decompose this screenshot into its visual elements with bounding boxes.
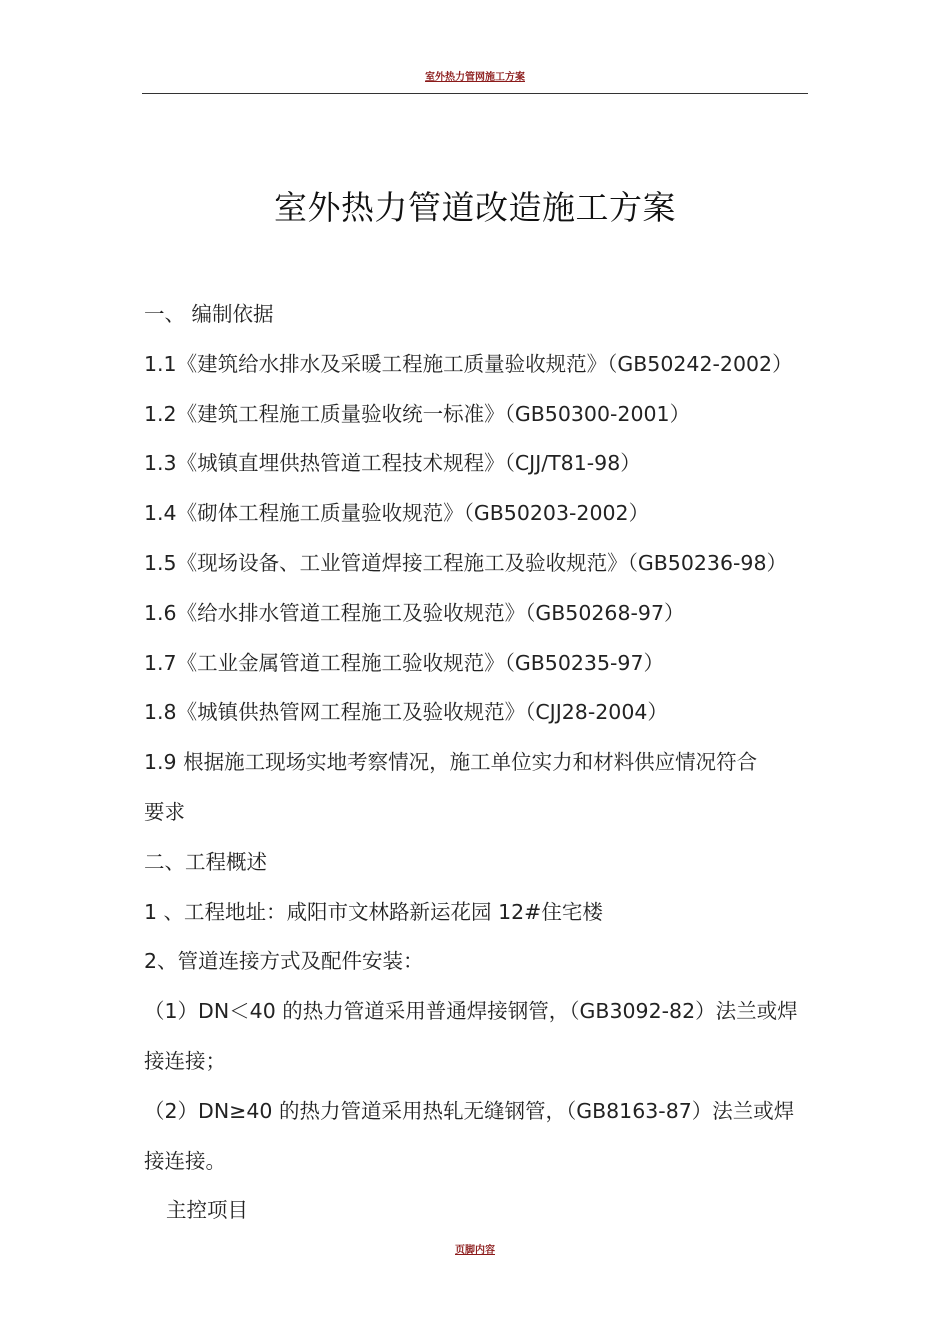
body-line: 1.5《现场设备、工业管道焊接工程施工及验收规范》（GB50236-98） [144, 550, 787, 575]
document-title: 室外热力管道改造施工方案 [274, 188, 676, 227]
header-divider [142, 93, 808, 94]
body-line: 1.3《城镇直埋供热管道工程技术规程》（CJJ/T81-98） [144, 451, 641, 476]
body-line: 要求 [144, 799, 185, 824]
body-line: 接连接； [144, 1048, 226, 1073]
body-line: 1.8《城镇供热管网工程施工及验收规范》（CJJ28-2004） [144, 700, 668, 725]
body-line: 1.9 根据施工现场实地考察情况，施工单位实力和材料供应情况符合 [144, 750, 758, 775]
subheading-main-control: 主控项目 [166, 1198, 248, 1223]
body-line: 2、管道连接方式及配件安装： [144, 949, 424, 974]
body-line: 1.1《建筑给水排水及采暖工程施工质量验收规范》（GB50242-2002） [144, 351, 793, 376]
body-line: 1.4《砌体工程施工质量验收规范》（GB50203-2002） [144, 501, 650, 526]
page-footer-text: 页脚内容 [455, 1245, 495, 1256]
body-line: 1 、工程地址：咸阳市文林路新运花园 12#住宅楼 [144, 899, 603, 924]
section-heading-basis: 一、 编制依据 [144, 302, 274, 326]
document-body [144, 296, 814, 1242]
body-line: 1.7《工业金属管道工程施工验收规范》（GB50235-97） [144, 650, 664, 675]
body-line: 1.2《建筑工程施工质量验收统一标准》（GB50300-2001） [144, 401, 691, 426]
body-line: 接连接。 [144, 1148, 226, 1173]
body-line: （2）DN≥40 的热力管道采用热轧无缝钢管，（GB8163-87）法兰或焊 [144, 1098, 795, 1123]
body-line: （1）DN＜40 的热力管道采用普通焊接钢管，（GB3092-82）法兰或焊 [144, 999, 798, 1024]
body-line: 1.6《给水排水管道工程施工及验收规范》（GB50268-97） [144, 600, 685, 625]
section-heading-overview: 二、工程概述 [144, 849, 267, 874]
page-header-text: 室外热力管网施工方案 [425, 72, 525, 83]
